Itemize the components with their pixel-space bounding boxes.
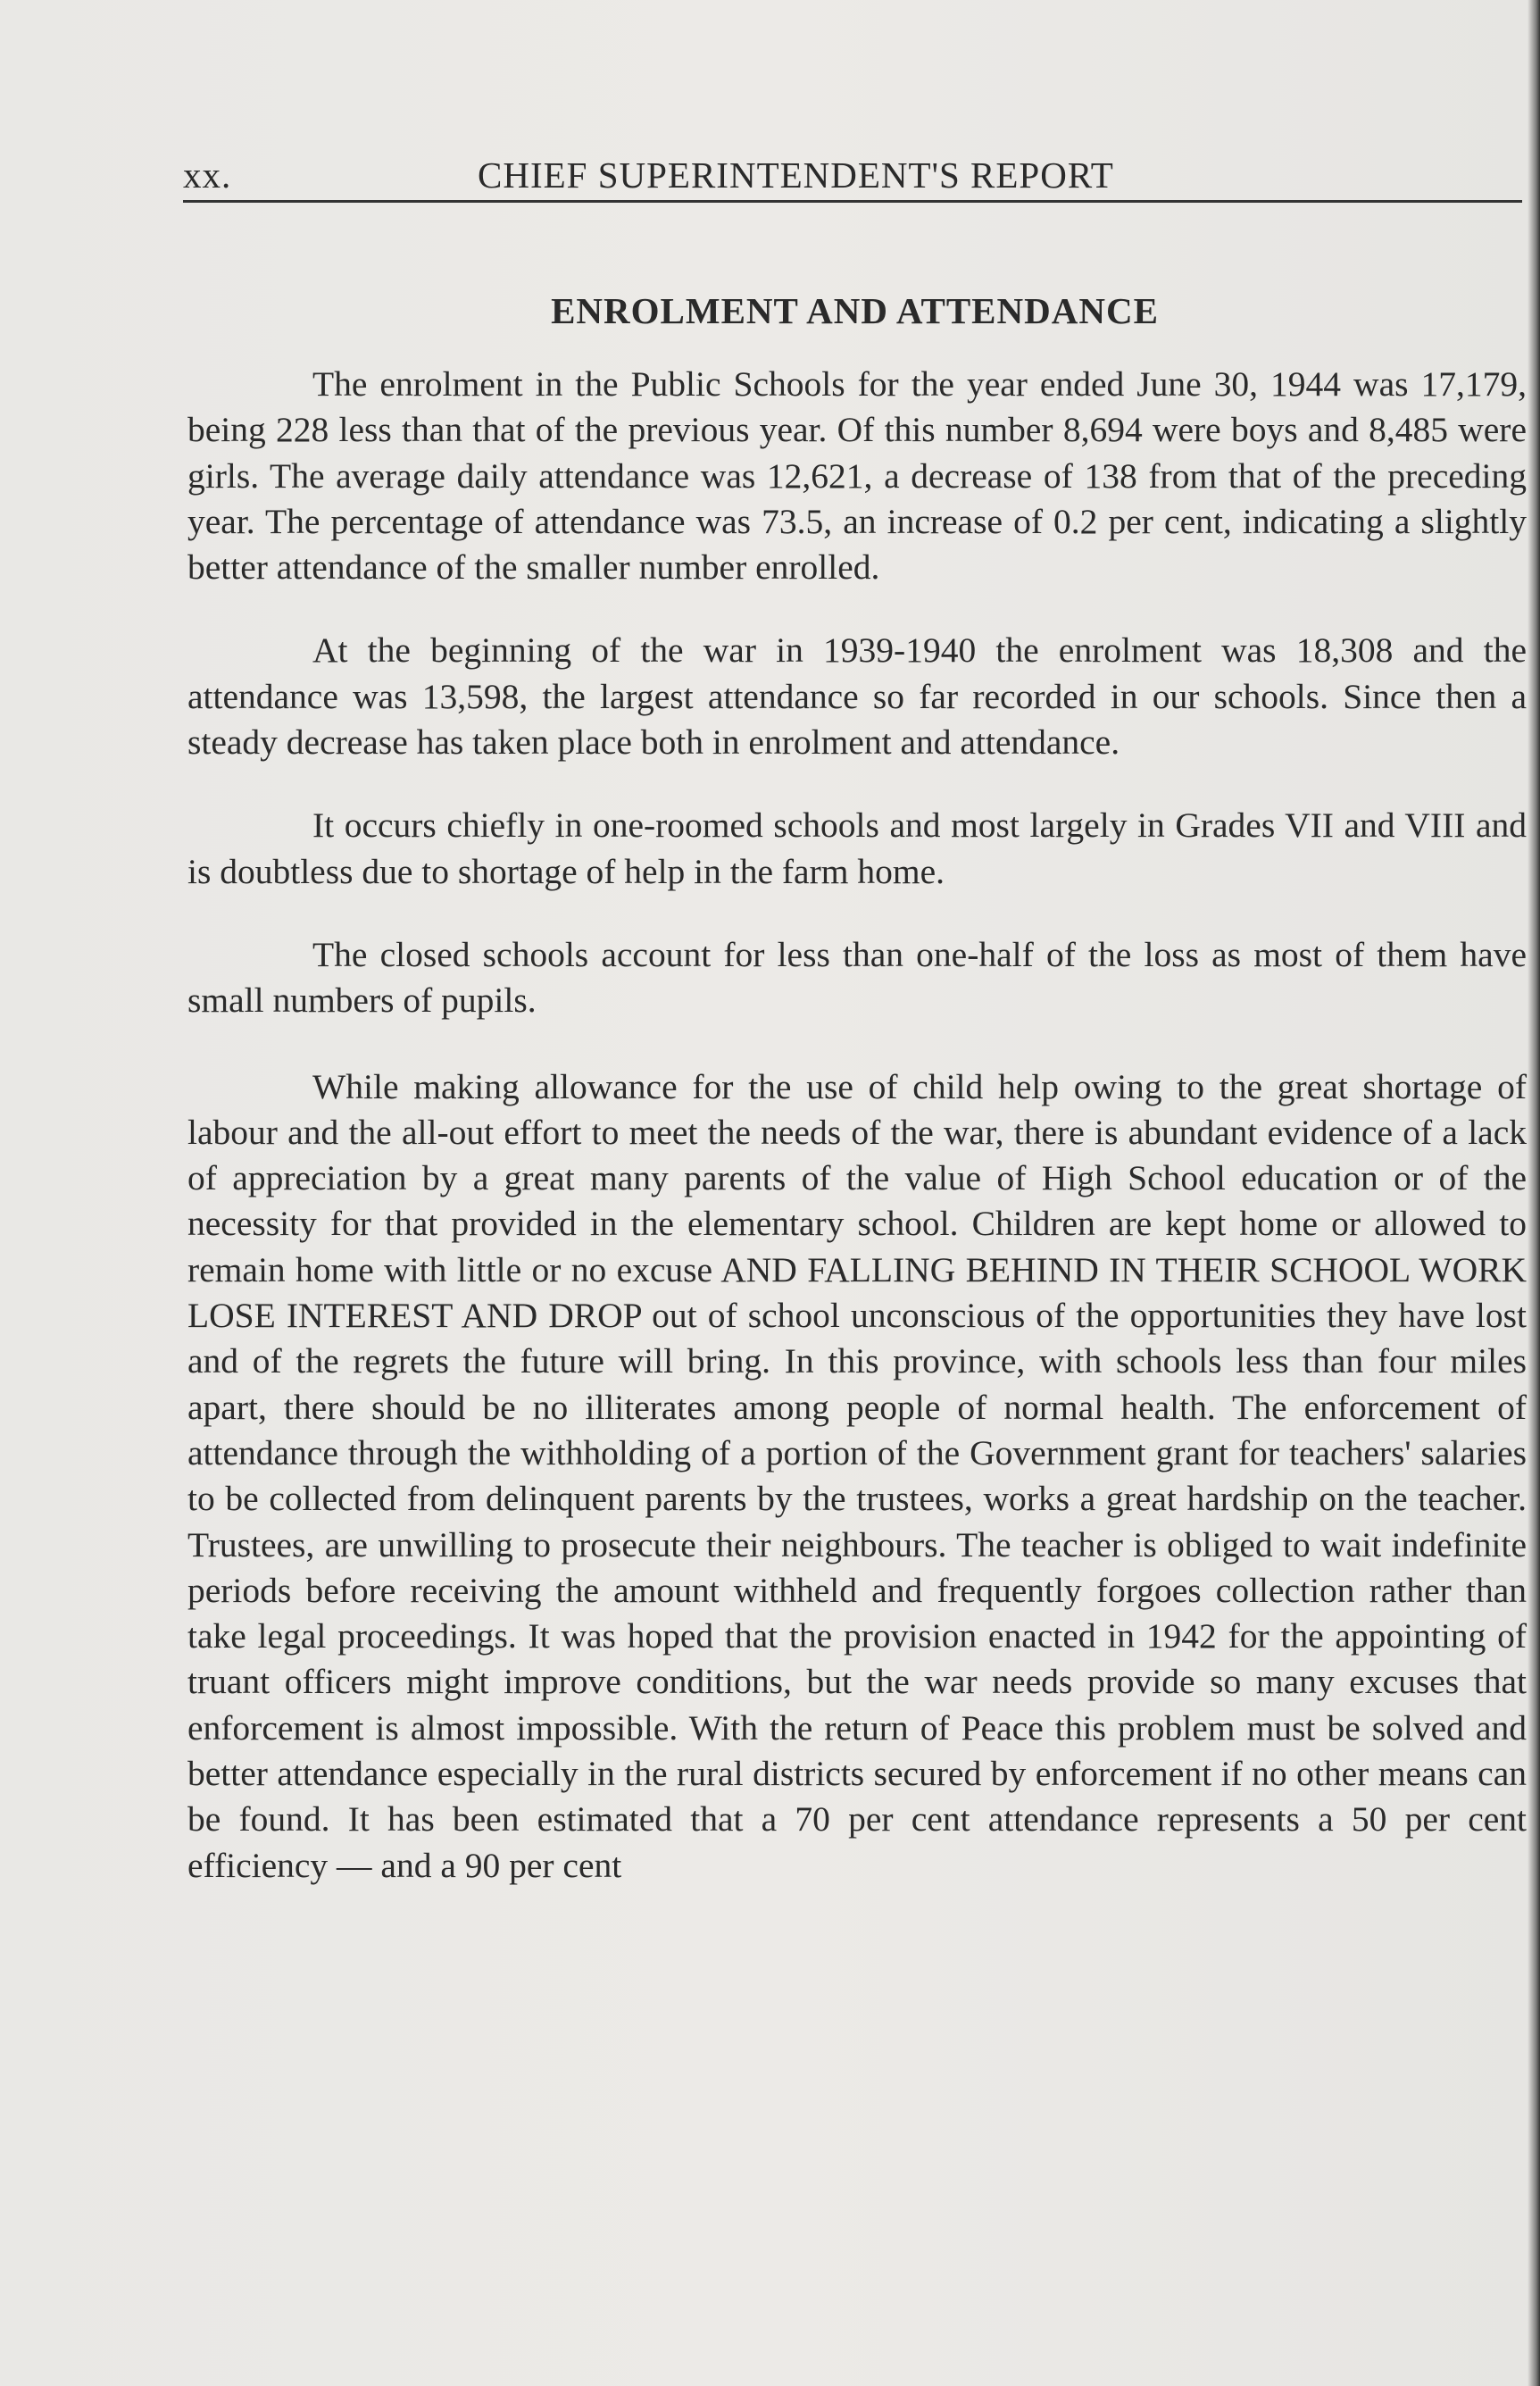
paragraph-war-beginning: At the beginning of the war in 1939-1940 the enrolment was 18,308 and the attendance was 13,598, the largest attendance so far recorded in our schools. Since then a steady decrease has taken place both in enrolment and attendance. xyxy=(187,630,1527,763)
paragraph-closed-schools: The closed schools account for less than one-half of the loss as most of them have small numbers of pupils. xyxy=(187,934,1527,1021)
page-number: xx. xyxy=(183,154,232,196)
paragraph-enrolment-figures: The enrolment in the Public Schools for the year ended June 30, 1944 was 17,179, being 228 less than that of the previous year. Of this number 8,694 were boys and 8,485 were girls. The average daily attendance was 12,621, a decrease of 138 from that of the preceding year. The percentage of attendance was 73.5, an increase of 0.2 per cent, indicating a slightly better attendance of the smaller number enrolled. xyxy=(187,364,1527,588)
section-title: ENROLMENT AND ATTENDANCE xyxy=(551,290,1159,331)
header-rule xyxy=(183,200,1522,203)
running-header xyxy=(183,154,1527,202)
body-text xyxy=(187,362,1527,1889)
page-edge-shadow xyxy=(1528,0,1540,2386)
paragraph-child-help: While making allowance for the use of child help owing to the great shortage of labour and the all-out effort to meet the needs of the war, there is abundant evidence of a lack of appreciation by a great many parents of the value of High School education or of the necessity for that provided in the elementary school. Children are kept home or allowed to remain home with little or no excuse AND FALLING BEHIND IN THEIR SCHOOL WORK LOSE INTEREST AND DROP out of school unconscious of the opportunities they have lost and of the regrets the future will bring. In this province, with schools less than four miles apart, there should be no illiterates among people of normal health. The enforcement of attendance through the withholding of a portion of the Government grant for teachers' salaries to be collected from delinquent parents by the trustees, works a great hardship on the teacher. Trustees, are unwilling to prosecute their neighbours. The teacher is obliged to wait indefinite periods before receiving the amount withheld and frequently forgoes collection rather than take legal proceedings. It was hoped that the provision enacted in 1942 for the appointing of truant officers might improve conditions, but the war needs provide so many excuses that enforcement is almost impossible. With the return of Peace this problem must be solved and better attendance especially in the rural districts secured by enforcement if no other means can be found. It has been estimated that a 70 per cent attendance represents a 50 per cent efficiency — and a 90 per cent xyxy=(187,1066,1527,1885)
paragraph-one-roomed-schools: It occurs chiefly in one-roomed schools and most largely in Grades VII and VIII and is doubtless due to shortage of help in the farm home. xyxy=(187,805,1527,891)
running-title: CHIEF SUPERINTENDENT'S REPORT xyxy=(478,154,1114,196)
